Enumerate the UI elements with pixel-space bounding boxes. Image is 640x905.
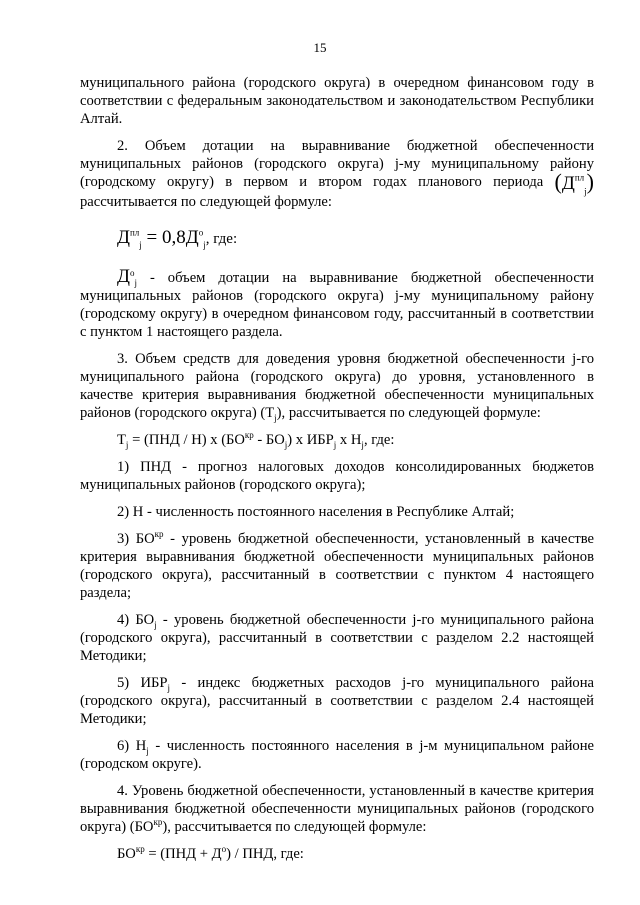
list-item-4: 4) $БО_j$ - уровень бюджетной обеспеченности j-го муниципального района (городского округа), рассчитанный в соответствии с разделом 2.2 настоящей Методики; xyxy=(80,612,594,664)
paragraph-2 xyxy=(80,137,594,211)
formula-dotation-planned: $Д^{пл}_j = 0,8Д^о_j$, где: xyxy=(117,227,238,250)
list-item-1: 1) ПНД - прогноз налоговых доходов консолидированных бюджетов муниципальных районов (городского округа); xyxy=(80,459,594,493)
page-number: 15 xyxy=(313,40,327,55)
paragraph-3: 3. Объем средств для доведения уровня бюджетной обеспеченности j-го муниципального района (городского округа) до уровня, установленного в качестве критерия выравнивания бюджетной обеспеченности муниципальных районов (городского округа) $(Т_j)$, рассчитывается по следующей формуле: xyxy=(80,351,594,423)
paragraph-2-tail: рассчитывается по следующей формуле: xyxy=(80,194,332,210)
list-item-6: 6) $Н_j$ - численность постоянного населения в j-м муниципальном районе (городском округе). xyxy=(80,738,594,772)
formula-symbol: $(Д^{пл}_j)$ xyxy=(554,169,594,197)
paragraph-2-text: 2. Объем дотации на выравнивание бюджетной обеспеченности муниципальных районов (городского округа) j-му муниципальному району (городскому округу) в первом и втором годах планового периода xyxy=(80,138,594,190)
paragraph-continuation: муниципального района (городского округа) в очередном финансовом году в соответствии с федеральным законодательством и законодательством Республики Алтай. xyxy=(80,75,594,127)
list-item-2: 2) Н - численность постоянного населения в Республике Алтай; xyxy=(117,504,515,520)
paragraph-4: 4. Уровень бюджетной обеспеченности, установленный в качестве критерия выравнивания бюджетной обеспеченности муниципальных районов (городского округа) $(БО^{кр})$, рассчитывается по следующей формуле: xyxy=(80,783,594,835)
formula-t: $Т_j = (ПНД / Н)$ х $(БО^{кр} - БО_j)$ х $ИБР_j$ х $Н_j$, где: xyxy=(117,430,395,450)
document-body xyxy=(80,74,594,872)
list-item-5: 5) $ИБР_j$ - индекс бюджетных расходов j-го муниципального района (городского округа), рассчитанный в соответствии с разделом 2.4 настоящей Методики; xyxy=(80,675,594,727)
formula-bo-kr: $БО^{кр} = (ПНД + Д^о)$ / ПНД, где: xyxy=(117,844,304,862)
list-item-3: 3) $БО^{кр}$ - уровень бюджетной обеспеченности, установленный в качестве критерия выравнивания бюджетной обеспеченности муниципальных районов (городского округа), рассчитанный в соответствии с пунктом 4 настоящего раздела; xyxy=(80,529,595,601)
definition-dotation: $Д^о_j$ - объем дотации на выравнивание бюджетной обеспеченности муниципальных районов (городского округа) j-му муниципальному району (городскому округу) в очередном финансовом году, рассчитанный в соответствии с пунктом 1 настоящего раздела. xyxy=(80,266,594,340)
